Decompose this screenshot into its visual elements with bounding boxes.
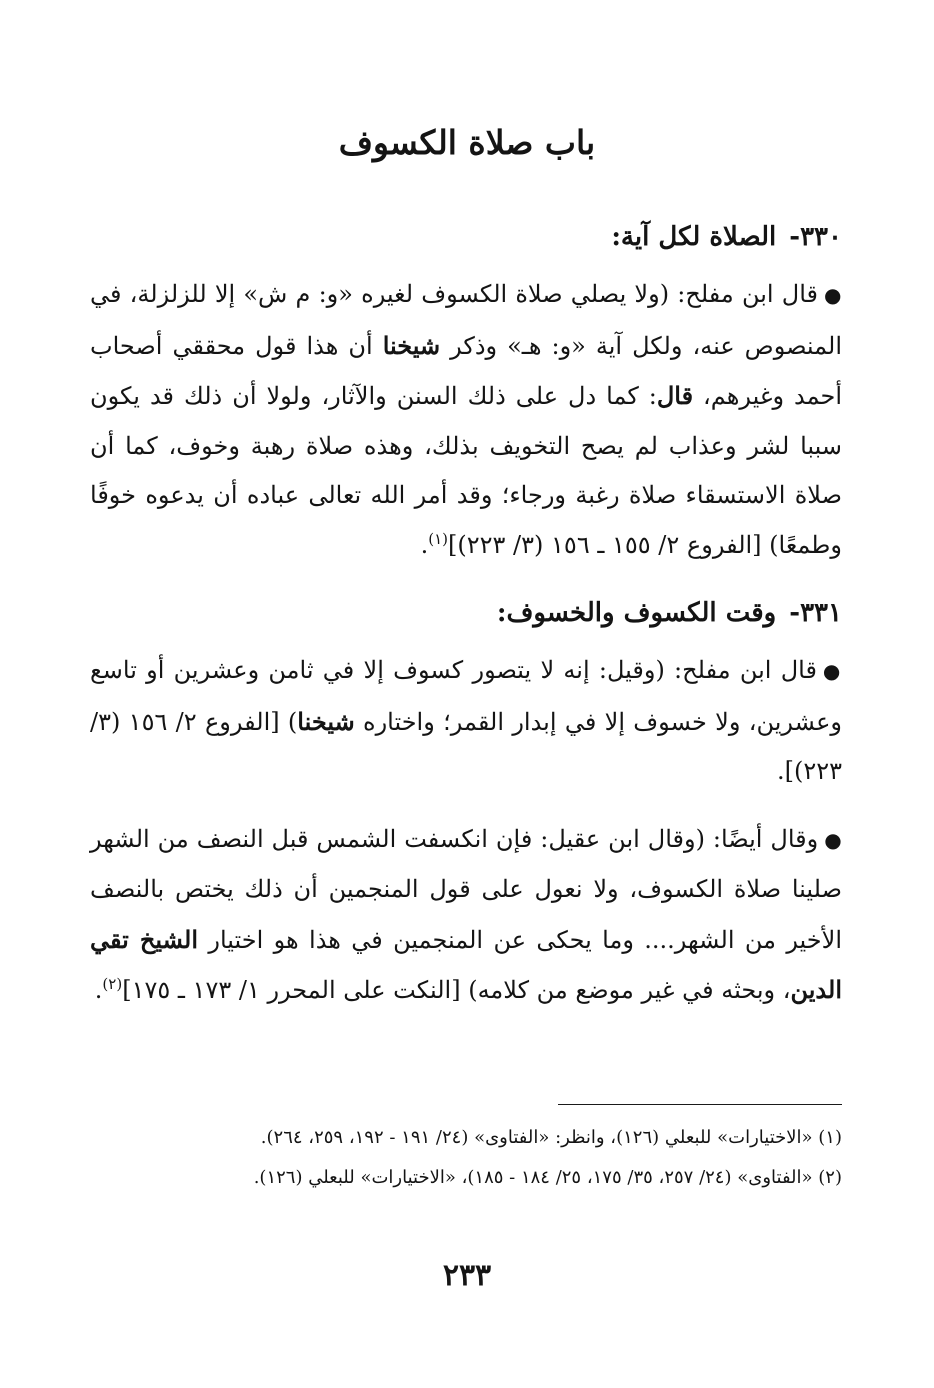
page-number: ٢٣٣ [442, 1258, 492, 1293]
section-heading-330 [90, 212, 842, 262]
footnotes [90, 1118, 842, 1198]
paragraph-end: . [420, 530, 429, 559]
footnote-ref-2: (٢) [102, 975, 123, 993]
main-content [90, 212, 842, 1022]
section-number: ٣٣١- [789, 598, 842, 628]
paragraph-end: . [94, 976, 103, 1004]
section-number: ٣٣٠- [789, 222, 842, 252]
chapter-title: باب صلاة الكسوف [338, 123, 596, 162]
paragraph-text: قال ابن مفلح: (ولا يصلي صلاة الكسوف لغيره «و: م ش» إلا للزلزلة، في المنصوص عنه، ولكل آية «و: هـ» وذكر [90, 280, 843, 360]
section-title: وقت الكسوف والخسوف: [496, 598, 777, 628]
paragraph-text: أن هذا قول محققي أصحاب أحمد وغيرهم، [90, 331, 843, 410]
bullet-icon: ● [824, 827, 842, 852]
paragraph [90, 270, 842, 570]
emphasis-qala: قال [656, 381, 694, 410]
emphasis-shaykh-taqi: الشيخ تقي الدين [90, 924, 842, 1004]
footnote-divider [558, 1104, 842, 1105]
paragraph-text: : كما دل على ذلك السنن والآثار، ولولا أن ذلك قد يكون سببا لشر وعذاب لم يصح التخويف بذلك، وهذه صلاة رهبة وخوف، كما أن صلاة الاستسقاء صلاة رغبة ورجاء؛ وقد أمر الله تعالى عباده أن يدعوه خوفًا وطمعًا) [الفروع ٢/ ١٥٥ ـ ١٥٦ (٣/ ٢٢٣)] [90, 382, 842, 559]
section-heading-331 [90, 588, 842, 638]
paragraph [90, 646, 842, 797]
footnote-ref-1: (١) [428, 529, 449, 548]
emphasis-shaykh: شيخنا [382, 330, 441, 360]
section-title: الصلاة لكل آية: [611, 222, 777, 252]
paragraph-text: ، وبحثه في غير موضع من كلامه) [النكت على المحرر ١/ ١٧٣ ـ ١٧٥] [122, 976, 791, 1004]
footnote-2: (٢) «الفتاوى» (٢٤/ ٢٥٧، ٣٥/ ١٧٥، ٢٥/ ١٨٤ - ١٨٥)، «الاختيارات» للبعلي (١٢٦). [253, 1167, 842, 1188]
paragraph-text: ) [الفروع ٢/ ١٥٦ (٣/ ٢٢٣)]. [90, 707, 842, 785]
paragraph-text: وقال أيضًا: (وقال ابن عقيل: فإن انكسفت الشمس قبل النصف من الشهر صلينا صلاة الكسوف، ولا نعول على قول المنجمين أن ذلك يختص بالنصف الأخير من الشهر.... وما يحكى عن المنجمين في هذا هو اختيار [90, 824, 842, 954]
bullet-icon: ● [822, 659, 842, 683]
bullet-icon: ● [823, 283, 842, 307]
footnote-1: (١) «الاختيارات» للبعلي (١٢٦)، وانظر: «الفتاوى» (٢٤/ ١٩١ - ١٩٢، ٢٥٩، ٢٦٤). [260, 1127, 842, 1148]
emphasis-shaykh: شيخنا [297, 706, 355, 736]
paragraph [90, 815, 842, 1016]
paragraph-text: قال ابن مفلح: (وقيل: إنه لا يتصور كسوف إلا في ثامن وعشرين أو تاسع وعشرين، ولا خسوف إلا في إبدار القمر؛ واختاره [90, 656, 842, 736]
